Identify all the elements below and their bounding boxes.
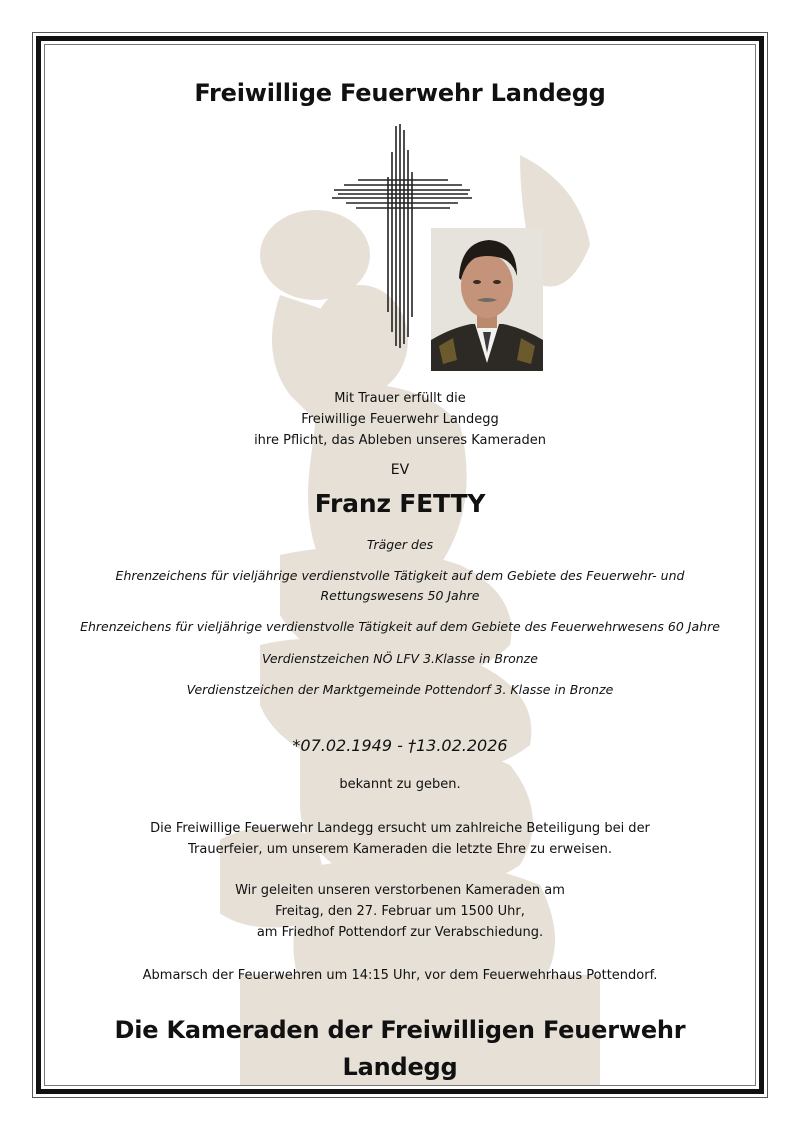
intro-text [0, 388, 800, 451]
award-1-line-1: Ehrenzeichens für vieljährige verdienstvolle Tätigkeit auf dem Gebiete des Feuerwehr- und [115, 568, 685, 583]
award-1-line-2: Rettungswesens 50 Jahre [320, 588, 480, 603]
announce-text: bekannt zu geben. [339, 777, 461, 792]
intro-line-3: ihre Pflicht, das Ableben unseres Kameraden [254, 433, 546, 448]
request-text [0, 818, 800, 860]
ceremony-line-1: Wir geleiten unseren verstorbenen Kameraden am [235, 883, 565, 898]
footer-line-1: Die Kameraden der Freiwilligen Feuerwehr [114, 1016, 686, 1044]
footer-signature [0, 1012, 800, 1086]
awards-intro: Träger des [366, 537, 434, 552]
honorific: EV [390, 462, 410, 478]
deceased-name: Franz FETTY [314, 489, 486, 518]
life-dates: *07.02.1949 - †13.02.2026 [292, 736, 508, 755]
march-text: Abmarsch der Feuerwehren um 14:15 Uhr, vor dem Feuerwehrhaus Pottendorf. [142, 968, 658, 983]
award-2: Ehrenzeichens für vieljährige verdienstvolle Tätigkeit auf dem Gebiete des Feuerwehrwesens 60 Jahre [80, 619, 720, 634]
request-line-1: Die Freiwillige Feuerwehr Landegg ersucht um zahlreiche Beteiligung bei der [150, 821, 650, 836]
intro-line-1: Mit Trauer erfüllt die [334, 391, 466, 406]
portrait-photo [431, 228, 543, 371]
request-line-2: Trauerfeier, um unserem Kameraden die letzte Ehre zu erweisen. [187, 842, 613, 857]
award-4: Verdienstzeichen der Marktgemeinde Pottendorf 3. Klasse in Bronze [186, 682, 614, 697]
ceremony-line-3: am Friedhof Pottendorf zur Verabschiedung. [256, 925, 544, 940]
footer-line-2: Landegg [342, 1053, 458, 1081]
award-3: Verdienstzeichen NÖ LFV 3.Klasse in Bronze [262, 651, 538, 666]
intro-line-2: Freiwillige Feuerwehr Landegg [301, 412, 499, 427]
page-title: Freiwillige Feuerwehr Landegg [194, 79, 606, 107]
ceremony-line-2: Freitag, den 27. Februar um 1500 Uhr, [275, 904, 525, 919]
ceremony-text [0, 880, 800, 943]
